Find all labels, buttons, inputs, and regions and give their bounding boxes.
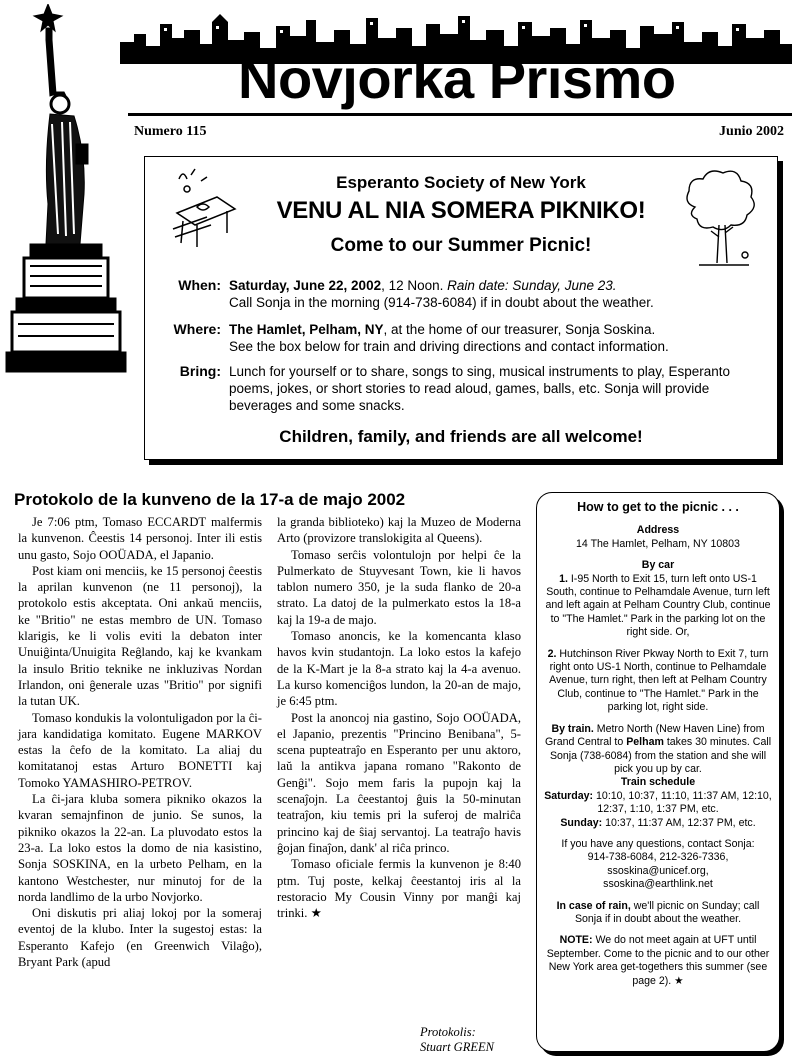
contact-intro: If you have any questions, contact Sonja: (561, 837, 755, 850)
car-route-2-text: Hutchinson River Pkway North to Exit 7, turn right onto US-1 North, continue to Pelhamdale Avenue, turn right, then left at Pelham Country Club, continue to "The Hamlet." Park in the parking lot, right side. (549, 647, 769, 714)
train-directions (543, 723, 773, 777)
paragraph: Tomaso anoncis, ke la komencanta klaso havos kvin studantojn. La loko estos la kafejo de la K-Mart je la 8-a strato kaj la 4-a avenuo. La kurso komenciĝos lundon, la 20-an de majo, je 6:45 ptm. (277, 629, 521, 709)
note-label: NOTE: (559, 934, 593, 947)
picnic-headline: VENU AL NIA SOMERA PIKNIKO! (276, 197, 646, 224)
sunday-label: Sunday: (560, 816, 603, 829)
address-label: Address (636, 524, 680, 537)
when-call-note: Call Sonja in the morning (914-738-6084) if in doubt about the weather. (229, 295, 654, 310)
signoff-name: Stuart GREEN (420, 1040, 494, 1054)
rain-note-text: we'll picnic on Sunday; call Sonja if in doubt about the weather. (574, 899, 760, 925)
paragraph: Tomaso kondukis la volontuligadon por la ĉi-jara kandidatiga komitato. Eugene MARKOV estas la ĉefo de la komitato. La aliaj du komitatanoj estas Arturo BONETTI kaj Tomoko YAMASHIRO-PETROV. (18, 710, 262, 790)
article-column-2 (277, 514, 521, 921)
society-name: Esperanto Society of New York (336, 173, 586, 192)
where-label: Where: (173, 321, 221, 337)
welcome-line: Children, family, and friends are all welcome! (279, 427, 643, 446)
by-train-label: By train. (551, 722, 594, 735)
masthead-title: Novjorka Prismo (238, 47, 676, 110)
sunday-schedule (543, 817, 773, 830)
masthead-rule (128, 113, 792, 116)
issue-number: Numero 115 (134, 124, 207, 139)
rain-note-label: In case of rain, (556, 899, 631, 912)
rain-note (543, 900, 773, 927)
picnic-subhead: Come to our Summer Picnic! (330, 235, 592, 256)
saturday-times: 10:10, 10:37, 11:10, 11:37 AM, 12:10, 12:37, 1:10, 1:37 PM, etc. (593, 789, 772, 816)
sunday-times: 10:37, 11:37 AM, 12:37 PM, etc. (602, 816, 756, 829)
issue-date: Junio 2002 (719, 124, 784, 139)
where-place: The Hamlet, Pelham, NY (229, 322, 384, 337)
train-text-1: Metro North (New Haven Line) from Grand Central to (544, 722, 765, 749)
car-route-1-text: I-95 North to Exit 15, turn left onto US-1 South, continue to Pelhamdale Avenue, turn left and left again at Pelham Country Club, continue to "The Hamlet." Park in the parking lot on the right side. Or, (545, 572, 771, 639)
address: 14 The Hamlet, Pelham, NY 10803 (576, 537, 740, 550)
paragraph: la granda biblioteko) kaj la Muzeo de Moderna Arto (provizore translokigita al Queens). (277, 515, 521, 546)
car-route-1-number: 1. (559, 572, 568, 585)
bring-label: Bring: (179, 363, 221, 379)
bring-text: Lunch for yourself or to share, songs to sing, musical instruments to play, Esperanto poems, jokes, or short stories to read aloud, games, balls, etc. Sonja will provide beverages and some snacks. (229, 364, 730, 413)
paragraph: Oni diskutis pri aliaj lokoj por la someraj eventoj de la klubo. Inter la sugestoj estas: la Esperanto Kafejo (en Greenwich Vilaĝo), Bryant Park (apud (18, 906, 262, 970)
picnic-announcement-box (144, 156, 778, 460)
paragraph: Tomaso serĉis volontulojn por helpi ĉe la Pulmerkato de Stuyvesant Town, kie li havos tablon numero 350, je la suda flanko de 20-a strato. La datoj de la pulmerkato estos la 18-a kaj la 19-a de majo. (277, 547, 521, 627)
when-date: Saturday, June 22, 2002 (229, 278, 382, 293)
meeting-note (543, 934, 773, 988)
when-label: When: (178, 277, 221, 293)
when-text (229, 277, 765, 311)
car-route-1 (543, 573, 773, 640)
directions-title: How to get to the picnic . . . (577, 500, 739, 514)
train-schedule-label: Train schedule (620, 776, 696, 789)
paragraph: Tomaso oficiale fermis la kunvenon je 8:40 ptm. Tuj poste, kelkaj ĉeestantoj iris al la restoracio My Cousin Vinny por manĝi kaj trinki. ★ (277, 857, 521, 921)
statue-of-liberty-illustration (4, 4, 130, 374)
paragraph: Je 7:06 ptm, Tomaso ECCARDT malfermis la kunvenon. Ĉeestis 14 personoj. Inter ili estis unu gasto, Sojo OOÜADA, el Japanio. (18, 515, 262, 562)
note-text: We do not meet again at UFT until September. Come to the picnic and to our other New York area get-togethers this summer (see page 2). ★ (546, 934, 770, 987)
directions-box (536, 492, 780, 1052)
car-route-2-number: 2. (547, 647, 557, 660)
paragraph: Post kiam oni menciis, ke 15 personoj ĉeestis la aprilan kunvenon (ne 11 personoj), la protokolo estis akceptata. Oni ankaŭ menciis, ke "Britio" ne estas membro de UN. Tomaso klarigis, ke li volis eviti la debaton inter Unuiĝinta/Unuigita Reĝlando, kaj ke kvankam la insulo Britio teknike ne inkluzivas Nordan Irlandon, oni ĝenerale uzas "Britio" por signifi la tutan UK. (18, 563, 262, 709)
saturday-label: Saturday: (544, 789, 594, 802)
rain-date: Rain date: Sunday, June 23. (447, 278, 617, 293)
where-host: , at the home of our treasurer, Sonja Soskina. (383, 322, 656, 337)
train-destination: Pelham (626, 736, 664, 749)
article-title: Protokolo de la kunveno de la 17-a de majo 2002 (14, 490, 406, 509)
article-signoff (420, 1025, 494, 1055)
when-time: , 12 Noon. (381, 278, 448, 293)
where-see-box: See the box below for train and driving directions and contact information. (229, 339, 669, 354)
contact-email-1[interactable]: ssoskina@unicef.org, (607, 864, 709, 877)
car-route-2 (543, 648, 773, 715)
by-car-label: By car (641, 559, 675, 572)
article-column-1 (18, 514, 262, 970)
paragraph: Post la anoncoj nia gastino, Sojo OOÜADA, el Japanio, prezentis "Princino Benibana", 5-scena pupteatraĵo en Esperanto per unu aktoro, laŭ la antikva japana romano "Rakonto de Genĝi". Sojo mem faris la pupojn kaj la scenaĵojn. La ĉeestantoj ĝuis la 50-minutan teatraĵon, kiu temis pri la suferoj de malriĉa princino kaj de ŝiaj servantoj. La teatraĵo havis ĝojan finaĵon, dank' al riĉa princo. (277, 710, 521, 855)
contact-phones: 914-738-6084, 212-326-7336, (587, 851, 729, 864)
paragraph: La ĉi-jara kluba somera pikniko okazos la kvaran semajnfinon de junio. Se sunos, la pikniko okazos la 22-an. La pluvodato estos la 23-a. La loko estos la domo de nia kasistino, Sonja SOSKINA, en la urbeto Pelham, en la kantono Westchester, nur minutoj for de la norda landlimo de la urbo Novjorko. (18, 792, 262, 904)
signoff-label: Protokolis: (420, 1025, 476, 1039)
saturday-schedule (543, 790, 773, 817)
where-text (229, 321, 765, 355)
contact-email-2[interactable]: ssoskina@earthlink.net (603, 878, 713, 891)
train-text-2: takes 30 minutes. Call Sonja (738-6084) from the station and she will pick you up by car. (549, 736, 772, 775)
